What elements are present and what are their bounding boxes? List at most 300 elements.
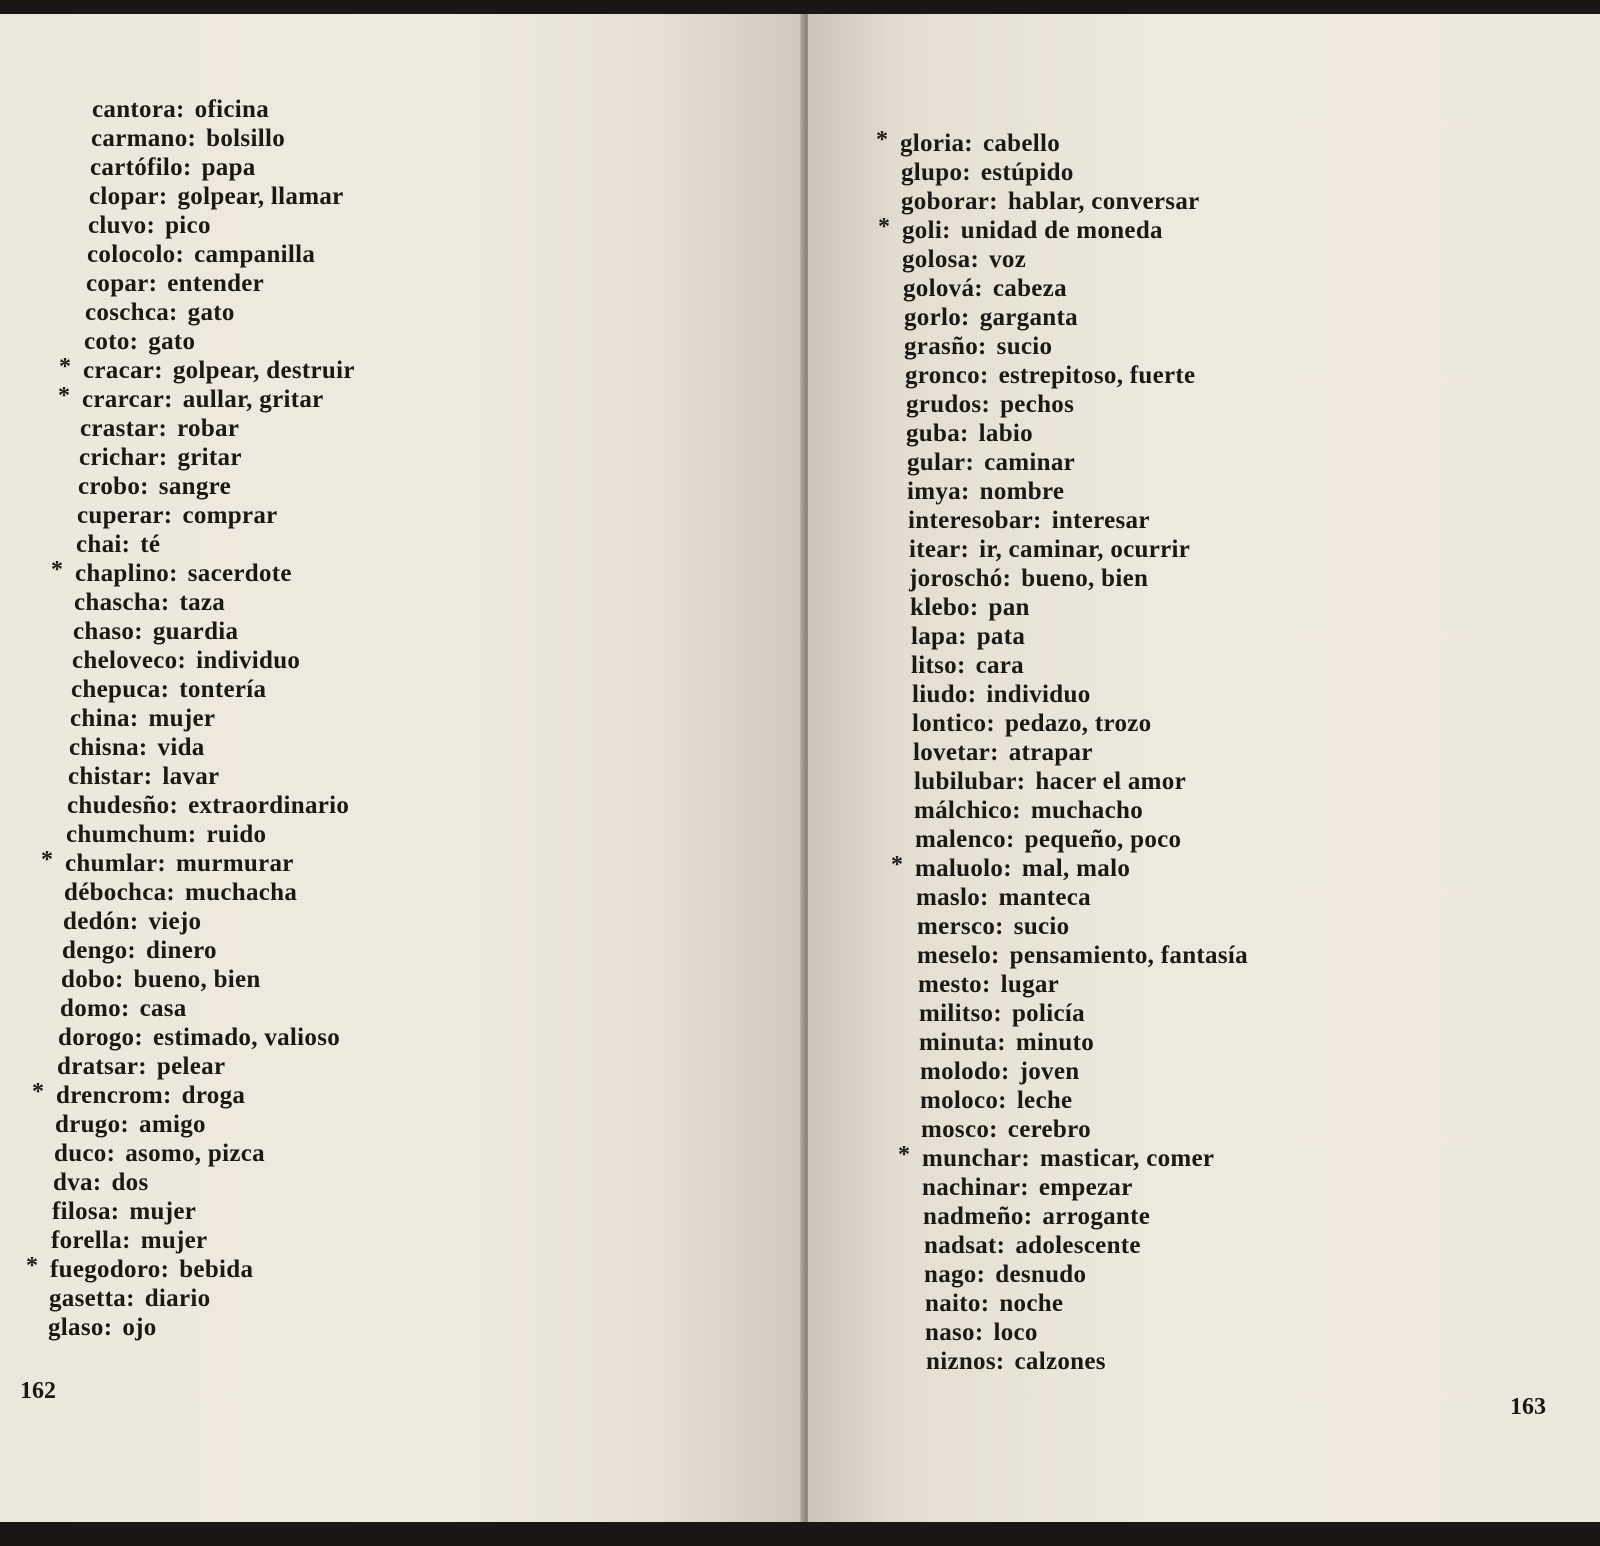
- entry-term: militso: [919, 1000, 994, 1027]
- entry-definition: mujer: [140, 1227, 208, 1254]
- entry-term: duco: [54, 1140, 107, 1167]
- dictionary-entry: [904, 333, 1052, 361]
- dictionary-entry: [52, 1198, 196, 1226]
- entry-term: cantora: [92, 96, 177, 123]
- entry-separator: :: [980, 1290, 990, 1317]
- entry-definition: sucio: [1013, 913, 1070, 940]
- entry-definition: arrogante: [1042, 1203, 1151, 1230]
- entry-separator: :: [148, 270, 158, 297]
- entry-definition: cerebro: [1007, 1116, 1091, 1143]
- dictionary-entry: [919, 1029, 1094, 1057]
- dictionary-entry: [911, 623, 1025, 651]
- dictionary-entry: [901, 159, 1074, 187]
- dictionary-entry: [914, 768, 1186, 796]
- entry-separator: :: [1020, 1174, 1029, 1201]
- entry-separator: :: [110, 1198, 120, 1225]
- entry-term: málchico: [914, 797, 1013, 824]
- entry-term: cartófilo: [90, 154, 183, 181]
- asterisk-marker: *: [58, 383, 71, 409]
- entry-definition: mujer: [129, 1198, 197, 1225]
- dictionary-entry: [903, 275, 1067, 303]
- dictionary-entry: [906, 391, 1074, 419]
- entry-definition: guardia: [152, 618, 239, 645]
- entry-term: imya: [907, 478, 961, 505]
- entry-term: fuegodoro: [50, 1256, 161, 1283]
- entry-term: mesto: [918, 971, 982, 998]
- entry-term: chaplino: [75, 560, 170, 587]
- entry-separator: :: [158, 183, 168, 210]
- dictionary-entry: [76, 531, 160, 559]
- entry-definition: campanilla: [194, 241, 316, 268]
- entry-separator: :: [120, 995, 130, 1022]
- dictionary-entry: [89, 183, 344, 211]
- entry-definition: desnudo: [995, 1261, 1087, 1288]
- entry-term: mosco: [921, 1116, 990, 1143]
- entry-definition: ruido: [206, 821, 267, 848]
- dictionary-entry: [912, 710, 1151, 738]
- dictionary-entry: [923, 1203, 1150, 1231]
- entry-term: crastar: [80, 415, 159, 442]
- entry-term: mersco: [917, 913, 996, 940]
- entry-term: chudesño: [67, 792, 170, 819]
- entry-separator: :: [980, 884, 989, 911]
- entry-definition: noche: [999, 1290, 1064, 1317]
- entry-separator: :: [1021, 1145, 1030, 1172]
- entry-separator: :: [134, 618, 143, 645]
- dictionary-entry: [58, 383, 324, 414]
- entry-separator: :: [92, 1169, 102, 1196]
- entry-separator: :: [121, 531, 131, 558]
- dictionary-entry: [84, 328, 195, 356]
- entry-definition: gato: [148, 328, 196, 355]
- entry-term: crobo: [78, 473, 141, 500]
- dictionary-entry: [72, 647, 300, 675]
- dictionary-entry: [914, 797, 1143, 825]
- entry-term: cuperar: [77, 502, 164, 529]
- entry-term: nachinar: [922, 1174, 1021, 1201]
- entry-definition: estrepitoso, fuerte: [998, 362, 1196, 389]
- dictionary-entry: [51, 1227, 207, 1255]
- asterisk-marker: *: [26, 1253, 39, 1279]
- dictionary-entry: [61, 966, 261, 994]
- entry-definition: bebida: [179, 1256, 254, 1283]
- dictionary-entry: [926, 1348, 1106, 1376]
- entry-separator: :: [970, 246, 980, 273]
- entry-term: naito: [925, 1290, 981, 1317]
- entry-definition: nombre: [979, 478, 1065, 505]
- entry-definition: golpear, llamar: [177, 183, 344, 210]
- dictionary-entry: [912, 681, 1091, 709]
- dictionary-entry: [51, 557, 292, 588]
- entry-separator: :: [960, 536, 970, 563]
- dictionary-entry: [87, 241, 315, 269]
- entry-definition: gato: [187, 299, 235, 326]
- entry-definition: oficina: [194, 96, 269, 123]
- entry-definition: unidad de moneda: [960, 217, 1163, 244]
- entry-definition: voz: [989, 246, 1027, 273]
- entry-definition: taza: [179, 589, 226, 616]
- entry-definition: adolescente: [1015, 1232, 1141, 1259]
- dictionary-entry: [68, 763, 219, 791]
- entry-separator: :: [995, 1348, 1005, 1375]
- dictionary-entry: [59, 354, 355, 385]
- asterisk-marker: *: [32, 1079, 45, 1105]
- entry-separator: :: [989, 1116, 998, 1143]
- dictionary-entry: [60, 995, 187, 1023]
- entry-separator: :: [974, 275, 983, 302]
- entry-term: malenco: [915, 826, 1006, 853]
- entry-definition: joven: [1019, 1058, 1080, 1085]
- dictionary-entry: [88, 212, 211, 240]
- entry-term: dobo: [61, 966, 116, 993]
- entry-definition: masticar, comer: [1039, 1145, 1215, 1172]
- entry-separator: :: [106, 1140, 116, 1167]
- dictionary-entry: [58, 1024, 340, 1052]
- entry-separator: :: [169, 792, 179, 819]
- entry-definition: ir, caminar, ocurrir: [979, 536, 1191, 563]
- entry-definition: robar: [177, 415, 240, 442]
- entry-term: chistar: [68, 763, 144, 790]
- entry-separator: :: [989, 188, 998, 215]
- entry-definition: individuo: [986, 681, 1091, 708]
- dictionary-entry: [57, 1053, 225, 1081]
- entry-definition: diario: [144, 1285, 211, 1312]
- entry-definition: té: [140, 531, 161, 558]
- entry-definition: casa: [139, 995, 187, 1022]
- dictionary-entry: [53, 1169, 149, 1197]
- entry-term: forella: [51, 1227, 123, 1254]
- entry-term: cluvo: [88, 212, 147, 239]
- entry-definition: gritar: [177, 444, 242, 471]
- entry-term: cracar: [83, 357, 155, 384]
- entry-separator: :: [143, 763, 153, 790]
- dictionary-entry: [902, 246, 1026, 274]
- entry-term: lubilubar: [914, 768, 1017, 795]
- entry-term: maslo: [916, 884, 980, 911]
- entry-term: goborar: [901, 188, 990, 215]
- entry-term: grasño: [904, 333, 979, 360]
- dictionary-entry: [920, 1087, 1072, 1115]
- entry-definition: amigo: [139, 1111, 206, 1138]
- entry-separator: :: [942, 217, 951, 244]
- dictionary-entry: [26, 1253, 254, 1284]
- entry-term: golová: [903, 275, 975, 302]
- dictionary-entry: [908, 507, 1150, 535]
- entry-term: golosa: [902, 246, 971, 273]
- entry-definition: interesar: [1051, 507, 1150, 534]
- entry-term: niznos: [926, 1348, 996, 1375]
- dictionary-entry: [62, 937, 217, 965]
- entry-term: moloco: [920, 1087, 999, 1114]
- entry-term: nadsat: [924, 1232, 997, 1259]
- entry-separator: :: [960, 478, 970, 505]
- entry-separator: :: [160, 1256, 170, 1283]
- asterisk-marker: *: [41, 847, 54, 873]
- entry-definition: individuo: [196, 647, 301, 674]
- entry-separator: :: [127, 937, 137, 964]
- entry-separator: :: [158, 444, 168, 471]
- dictionary-entry: [55, 1111, 206, 1139]
- dictionary-entry: [925, 1319, 1038, 1347]
- entry-definition: muchacha: [185, 879, 298, 906]
- dictionary-entry: [924, 1261, 1086, 1289]
- entry-separator: :: [140, 473, 149, 500]
- entry-term: chumchum: [66, 821, 188, 848]
- dictionary-entry: [49, 1285, 210, 1313]
- entry-term: drencrom: [56, 1082, 164, 1109]
- dictionary-entry: [54, 1140, 265, 1168]
- entry-definition: sangre: [158, 473, 231, 500]
- dictionary-entry: [70, 705, 215, 733]
- entry-separator: :: [134, 1024, 143, 1051]
- right-page: [808, 14, 1600, 1522]
- entry-definition: lavar: [162, 763, 220, 790]
- entry-definition: aullar, gritar: [182, 386, 324, 413]
- entry-separator: :: [122, 1227, 131, 1254]
- entry-separator: :: [958, 623, 967, 650]
- entry-separator: :: [993, 1000, 1002, 1027]
- entry-term: dedón: [63, 908, 130, 935]
- entry-term: coschca: [85, 299, 170, 326]
- entry-separator: :: [1012, 797, 1021, 824]
- entry-term: grudos: [906, 391, 982, 418]
- entry-separator: :: [163, 1082, 172, 1109]
- entry-separator: :: [990, 739, 999, 766]
- entry-term: cheloveco: [72, 647, 178, 674]
- entry-definition: murmurar: [176, 850, 294, 877]
- entry-separator: :: [154, 357, 163, 384]
- entry-definition: bolsillo: [206, 125, 285, 152]
- entry-separator: :: [1033, 507, 1042, 534]
- entry-definition: mal, malo: [1021, 855, 1131, 882]
- entry-definition: pedazo, trozo: [1004, 710, 1152, 737]
- entry-term: dva: [53, 1169, 93, 1196]
- entry-separator: :: [115, 966, 124, 993]
- entry-definition: manteca: [998, 884, 1091, 911]
- entry-definition: hablar, conversar: [1007, 188, 1200, 215]
- dictionary-entry: [891, 852, 1131, 883]
- entry-term: maluolo: [915, 855, 1004, 882]
- dictionary-entry: [32, 1079, 246, 1110]
- entry-term: chumlar: [65, 850, 158, 877]
- asterisk-marker: *: [898, 1142, 911, 1168]
- entry-term: clopar: [89, 183, 159, 210]
- entry-separator: :: [998, 1087, 1007, 1114]
- dictionary-entry: [915, 826, 1181, 854]
- dictionary-entry: [921, 1116, 1091, 1144]
- entry-separator: :: [120, 1111, 130, 1138]
- dictionary-entry: [876, 127, 1061, 158]
- dictionary-entry: [74, 589, 225, 617]
- dictionary-entry: [80, 415, 239, 443]
- entry-definition: pata: [976, 623, 1026, 650]
- dictionary-entry: [71, 676, 266, 704]
- entry-term: gasetta: [49, 1285, 127, 1312]
- dictionary-entry: [66, 821, 266, 849]
- entry-term: chepuca: [71, 676, 161, 703]
- entry-separator: :: [175, 241, 185, 268]
- dictionary-entry: [907, 478, 1064, 506]
- entry-separator: :: [160, 676, 170, 703]
- dictionary-entry: [73, 618, 238, 646]
- entry-separator: :: [103, 1314, 113, 1341]
- entry-separator: :: [981, 971, 991, 998]
- dictionary-entry: [917, 913, 1069, 941]
- dictionary-entry: [48, 1314, 157, 1342]
- entry-definition: caminar: [984, 449, 1076, 476]
- entry-separator: :: [1000, 1058, 1010, 1085]
- entry-definition: dos: [111, 1169, 149, 1196]
- entry-term: nago: [924, 1261, 977, 1288]
- entry-definition: atrapar: [1008, 739, 1093, 766]
- entry-term: interesobar: [908, 507, 1034, 534]
- entry-term: chascha: [74, 589, 161, 616]
- dictionary-entry: [64, 879, 297, 907]
- entry-definition: dinero: [146, 937, 217, 964]
- entry-definition: hacer el amor: [1035, 768, 1186, 795]
- entry-term: joroschó: [909, 565, 1003, 592]
- entry-definition: sacerdote: [187, 560, 292, 587]
- entry-term: meselo: [917, 942, 991, 969]
- entry-separator: :: [956, 652, 966, 679]
- dictionary-entry: [901, 188, 1200, 216]
- entry-definition: leche: [1016, 1087, 1073, 1114]
- entry-separator: :: [166, 879, 176, 906]
- dictionary-entry: [907, 449, 1075, 477]
- dictionary-entry: [79, 444, 242, 472]
- entry-separator: :: [164, 386, 173, 413]
- entry-definition: lugar: [1000, 971, 1060, 998]
- dictionary-entry: [86, 270, 264, 298]
- entry-definition: papa: [201, 154, 256, 181]
- dictionary-entry: [913, 739, 1093, 767]
- entry-definition: cabeza: [992, 275, 1067, 302]
- entry-separator: :: [129, 705, 139, 732]
- entry-separator: :: [138, 1053, 147, 1080]
- entry-definition: minuto: [1015, 1029, 1095, 1056]
- entry-term: débochca: [64, 879, 167, 906]
- entry-definition: estimado, valioso: [153, 1024, 341, 1051]
- entry-separator: :: [978, 333, 987, 360]
- entry-definition: pico: [165, 212, 211, 239]
- entry-definition: bueno, bien: [1021, 565, 1149, 592]
- entry-separator: :: [129, 908, 139, 935]
- entry-term: lontico: [912, 710, 987, 737]
- entry-definition: comprar: [182, 502, 278, 529]
- entry-definition: pelear: [156, 1053, 226, 1080]
- dictionary-entry: [63, 908, 201, 936]
- entry-term: liudo: [912, 681, 968, 708]
- dictionary-entry: [911, 652, 1024, 680]
- entry-separator: :: [126, 1285, 135, 1312]
- entry-separator: :: [187, 125, 197, 152]
- entry-definition: pensamiento, fantasía: [1009, 942, 1248, 969]
- dictionary-entry: [910, 594, 1030, 622]
- entry-definition: garganta: [979, 304, 1078, 331]
- asterisk-marker: *: [876, 127, 889, 153]
- left-page: [0, 14, 804, 1522]
- entry-separator: :: [158, 415, 168, 442]
- dictionary-entry: [90, 154, 256, 182]
- entry-term: carmano: [91, 125, 188, 152]
- entry-term: nadmeño: [923, 1203, 1024, 1230]
- entry-term: crarcar: [82, 386, 165, 413]
- entry-separator: :: [979, 362, 989, 389]
- dictionary-entry: [85, 299, 235, 327]
- entry-definition: empezar: [1038, 1174, 1133, 1201]
- dictionary-entry: [909, 536, 1190, 564]
- page-number-left: 162: [20, 1378, 56, 1404]
- dictionary-entry: [924, 1232, 1141, 1260]
- entry-definition: tontería: [179, 676, 267, 703]
- entry-separator: :: [960, 420, 969, 447]
- entry-separator: :: [146, 212, 156, 239]
- entry-separator: :: [997, 1029, 1006, 1056]
- dictionary-entry: [920, 1058, 1079, 1086]
- entry-definition: ojo: [122, 1314, 157, 1341]
- entry-term: china: [70, 705, 130, 732]
- entry-term: dorogo: [58, 1024, 135, 1051]
- entry-definition: sucio: [996, 333, 1053, 360]
- entry-term: munchar: [922, 1145, 1022, 1172]
- entry-term: coto: [84, 328, 130, 355]
- entry-definition: calzones: [1014, 1348, 1106, 1375]
- dictionary-entry: [909, 565, 1148, 593]
- entry-term: gronco: [905, 362, 980, 389]
- entry-separator: :: [163, 502, 173, 529]
- entry-definition: mujer: [148, 705, 216, 732]
- entry-term: naso: [925, 1319, 975, 1346]
- entry-term: glaso: [48, 1314, 104, 1341]
- dictionary-entry: [69, 734, 205, 762]
- dictionary-entry: [78, 473, 231, 501]
- entry-term: gloria: [900, 130, 965, 157]
- entry-separator: :: [157, 850, 167, 877]
- dictionary-entry: [77, 502, 278, 530]
- entry-definition: golpear, destruir: [172, 357, 355, 384]
- entry-separator: :: [974, 1319, 984, 1346]
- entry-term: gorlo: [904, 304, 962, 331]
- entry-term: drugo: [55, 1111, 121, 1138]
- dictionary-entry: [925, 1290, 1063, 1318]
- asterisk-marker: *: [878, 214, 891, 240]
- entry-separator: :: [967, 681, 977, 708]
- entry-separator: :: [176, 96, 185, 123]
- entry-separator: :: [187, 821, 197, 848]
- entry-term: dratsar: [57, 1053, 139, 1080]
- asterisk-marker: *: [51, 557, 64, 583]
- entry-definition: cara: [975, 652, 1024, 679]
- dictionary-entry: [898, 1142, 1215, 1173]
- entry-separator: :: [1002, 565, 1012, 592]
- dictionary-entry: [922, 1174, 1133, 1202]
- entry-definition: muchacho: [1030, 797, 1143, 824]
- page-number-right: 163: [1510, 1394, 1546, 1420]
- entry-separator: :: [1005, 826, 1015, 853]
- entry-term: crichar: [79, 444, 159, 471]
- entry-term: chisna: [69, 734, 139, 761]
- entry-term: litso: [911, 652, 957, 679]
- entry-term: gular: [907, 449, 966, 476]
- entry-term: klebo: [910, 594, 970, 621]
- entry-separator: :: [129, 328, 139, 355]
- entry-term: chaso: [73, 618, 135, 645]
- dictionary-entry: [906, 420, 1033, 448]
- entry-separator: :: [1023, 1203, 1033, 1230]
- entry-separator: :: [169, 299, 178, 326]
- entry-separator: :: [981, 391, 991, 418]
- entry-separator: :: [995, 913, 1004, 940]
